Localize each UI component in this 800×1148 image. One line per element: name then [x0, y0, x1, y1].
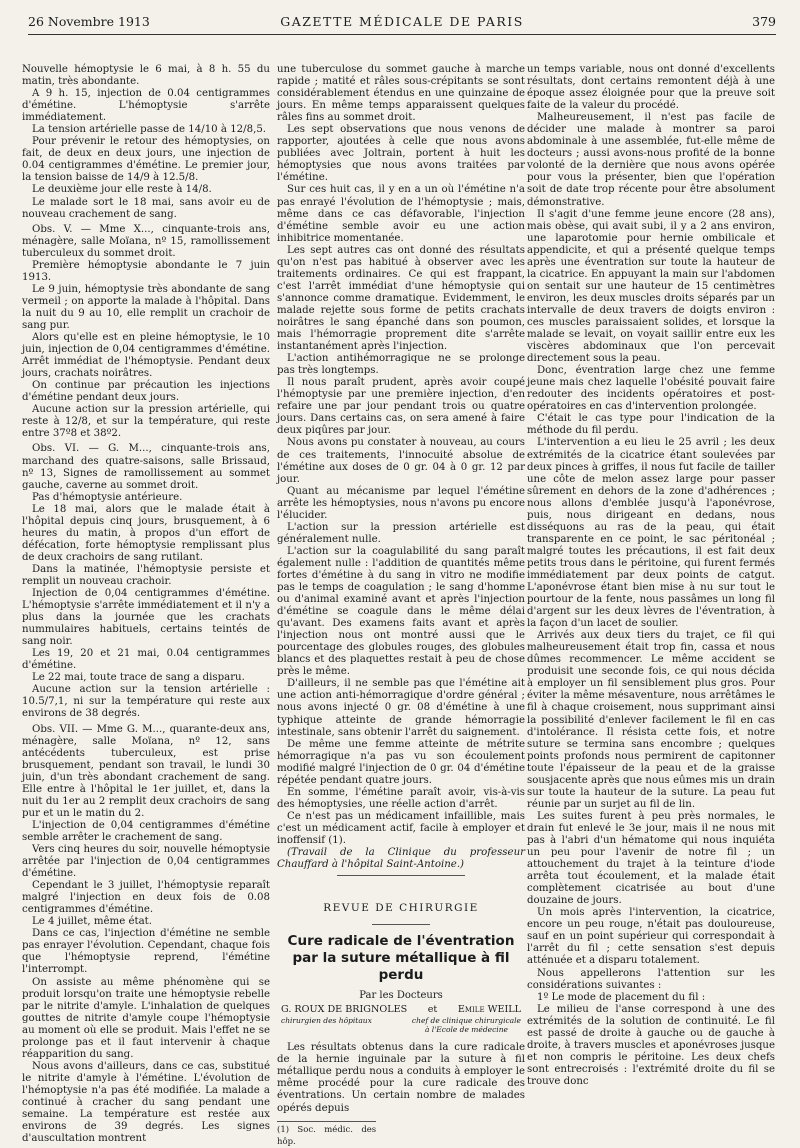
paragraph: A 9 h. 15, injection de 0.04 centigrammes d'émétine. L'hémoptysie s'arrête immédiatement. — [22, 88, 270, 124]
paragraph: Les suites furent à peu près normales, le drain fut enlevé le 3e jour, mais il ne nous mit pas à l'abri d'un hématome qui nous inquiéta un peu pour l'avenir de notre fil ; un attouchement du trajet à la teinture d'iode arrêta tout écoulement, et la malade était complètement cicatrisée au bout d'une douzaine de jours. — [527, 810, 775, 907]
paragraph: Quant au mécanisme par lequel l'émétine arrête les hémoptysies, nous n'avons pu encore l'élucider. — [277, 485, 525, 521]
paragraph: Pour prévenir le retour des hémoptysies, on fait, de deux en deux jours, une injection de 0.04 centigrammes d'émétine. Le premier jour, la tension baisse de 14/9 à 12.5/8. — [22, 136, 270, 184]
affiliation-line: à l'Ecole de médecine — [424, 1024, 508, 1034]
paragraph: Pas d'hémoptysie antérieure. — [32, 491, 183, 503]
paragraph: Première hémoptysie abondante le 7 juin 1913. — [22, 259, 270, 283]
affiliation-line: chef de clinique chirurgicale — [411, 1016, 521, 1026]
paragraph: L'action sur la coagulabilité du sang paraît également nulle : l'addition de quantités même fortes d'émétine à du sang in vitro ne modifie pas le temps de coagulation ; le sang d'homme ou d'animal examiné avant et après l'injection d'émétine se coagule dans le même délai qu'avant. Des examens faits avant et après l'injection nous ont montré aussi que le pourcentage des globules rouges, des globules blancs et des plaquettes restait à peu de chose près le même. — [277, 545, 525, 678]
paragraph: On continue par précaution les injections d'émétine pendant deux jours. — [22, 380, 270, 404]
paragraph: Donc, éventration large chez une femme jeune mais chez laquelle l'obésité pouvait faire redouter des incidents opératoires et post-opératoires en cas d'intervention prolongée. — [527, 365, 775, 413]
paragraph: D'ailleurs, il ne semble pas que l'émétine ait une action anti-hémorragique d'ordre général ; nous avons injecté 0 gr. 08 d'émétine à une typhique atteinte de grande hémorragie intestinale, sans obtenir l'arrêt du saignement. — [277, 678, 525, 738]
paragraph: De même une femme atteinte de métrite hémorragique n'a pas vu son écoulement modifié malgré l'injection de 0 gr. 04 d'émétine répétée pendant quatre jours. — [277, 738, 525, 786]
paragraph: Dans ce cas, l'injection d'émétine ne semble pas enrayer l'évolution. Cependant, chaque fois que l'hémoptysie reprend, l'émétine l'interrompt. — [22, 928, 270, 976]
paragraph: une tuberculose du sommet gauche à marche rapide ; matité et râles sous-crépitants se sont considérablement étendus en une quinzaine de jours. En même temps apparaissent quelques râles fins au sommet droit. — [277, 64, 525, 124]
paragraph: L'intervention a eu lieu le 25 avril ; les deux extrémités de la cicatrice étant soulevées par deux pinces à griffes, il nous fut facile de tailler une côte de melon assez large pour passer sûrement en dehors de la zone d'adhérences ; nous allons d'emblée jusqu'à l'aponévrose, puis, nous dirigeant en dedans, nous disséquons au ras de la peau, qui était transparente en ce point, le sac péritonéal ; malgré toutes les précautions, il est fait deux petits trous dans le péritoine, qui furent fermés immédiatement par deux points de catgut. L'aponévrose étant bien mise à nu sur tout le pourtour de la fente, nous passâmes un long fil d'argent sur les deux lèvres de l'éventration, à la façon d'un lacet de soulier. — [527, 437, 775, 630]
byline: Par les Docteurs — [359, 990, 443, 1002]
journal-title: GAZETTE MÉDICALE DE PARIS — [280, 14, 524, 29]
author-name: Emile WEILL — [457, 1004, 521, 1016]
paragraph: Aucune action sur la tension artérielle : 10.5/7,1, ni sur la température qui reste aux environs de 38 degrés. — [22, 684, 270, 720]
paragraph: Le deuxième jour elle reste à 14/8. — [32, 184, 212, 196]
paragraph: C'était le cas type pour l'indication de la méthode du fil perdu. — [527, 413, 775, 437]
paragraph: L'action sur la pression artérielle est généralement nulle. — [277, 521, 525, 545]
article-title-line: Cure radicale de l'éventration — [287, 933, 515, 950]
issue-date: 26 Novembre 1913 — [28, 14, 150, 29]
page-header — [28, 8, 776, 35]
observation-heading: Obs. VI. — G. M..., cinquante-trois ans, marchand des quatre-saisons, salle Brissaud, nº 13, Signes de ramollissement au sommet gauche, caverne au sommet droit. — [22, 443, 270, 491]
paragraph: Nous avons d'ailleurs, dans ce cas, substitué le nitrite d'amyle à l'émétine. L'évolution de l'hémoptysie n'a pas été modifiée. La malade a continué à cracher du sang pendant une semaine. La température est restée aux environs de 39 degrés. Les signes d'auscultation montrent — [22, 1060, 270, 1145]
paragraph: 1º Le mode de placement du fil : — [537, 991, 706, 1003]
observation-heading: Obs. V. — Mme X..., cinquante-trois ans, ménagère, salle Moïana, nº 15, ramollissement tuberculeux du sommet droit. — [22, 223, 270, 259]
paragraph: L'action antihémorragique ne se prolonge pas très longtemps. — [277, 353, 525, 377]
author-affiliations — [281, 1017, 521, 1034]
paragraph: Nous appellerons l'attention sur les considérations suivantes : — [527, 967, 775, 991]
paragraph: Les résultats obtenus dans la cure radicale de la hernie inguinale par la suture à fil métallique perdu nous a conduits à employer le même procédé pour la cure radicale des éventrations. Un certain nombre de malades opérés depuis — [277, 1042, 525, 1114]
affiliation-note: (Travail de la Clinique du professeur Chauffard à l'hôpital Saint-Antoine.) — [277, 847, 525, 871]
paragraph: Le 9 juin, hémoptysie très abondante de sang vermeil ; on apporte la malade à l'hôpital. Dans la nuit du 9 au 10, elle remplit un crachoir de sang pur. — [22, 283, 270, 331]
paragraph: Injection de 0,04 centigrammes d'émétine. L'hémoptysie s'arrête immédiatement et il n'y a plus dans la journée que les crachats nummulaires habituels, certains teintés de sang noir. — [22, 588, 270, 648]
page-number: 379 — [752, 14, 776, 29]
paragraph: Le malade sort le 18 mai, sans avoir eu de nouveau crachement de sang. — [22, 196, 270, 220]
author-name: G. ROUX DE BRIGNOLES — [281, 1004, 408, 1016]
paragraph: On assiste au même phénomène qui se produit lorsqu'on traite une hémoptysie rebelle par le nitrite d'amyle. L'inhalation de quelques gouttes de nitrite d'amyle coupe l'hémoptysie au moment où elle se produit. Mais l'effet ne se prolonge pas et il faut intervenir à chaque réapparition du sang. — [22, 976, 270, 1060]
column-2 — [277, 64, 525, 1147]
author-conjunction: et — [427, 1004, 438, 1016]
paragraph: Malheureusement, il n'est pas facile de décider une malade à montrer sa paroi abdominale à une assemblée, fut-elle même de docteurs ; aussi avons-nous profité de la bonne volonté de la dernière que nous avons opérée pour vous la présenter, bien que l'opération soit de date trop récente pour être absolument démonstrative. — [527, 112, 775, 208]
paragraph: Le 18 mai, alors que le malade était à l'hôpital depuis cinq jours, brusquement, à 6 heures du matin, à propos d'un effort de défécation, forte hémoptysie remplissant plus de deux crachoirs de sang rutilant. — [22, 503, 270, 563]
paragraph: Les 19, 20 et 21 mai, 0.04 centigrammes d'émétine. — [22, 648, 270, 672]
paragraph: L'injection de 0,04 centigrammes d'émétine semble arrêter le crachement de sang. — [22, 819, 270, 843]
affiliation — [412, 1017, 521, 1034]
paragraph: un temps variable, nous ont donné d'excellents résultats, dont certains remontent déjà à une époque assez éloignée pour que la preuve soit faite de la valeur du procédé. — [527, 64, 775, 112]
section-title: REVUE DE CHIRURGIE — [323, 902, 479, 915]
paragraph: Les sept observations que nous venons de rapporter, ajoutées à celle que nous avons publiées avec Joltrain, portent à huit les hémoptysies que nous avons traitées par l'émétine. — [277, 124, 525, 184]
paragraph: Vers cinq heures du soir, nouvelle hémoptysie arrêtée par l'injection de 0,04 centigrammes d'émétine. — [22, 844, 270, 880]
paragraph: Alors qu'elle est en pleine hémoptysie, le 10 juin, injection de 0,04 centigrammes d'émétine. Arrêt immédiat de l'hémoptysie. Pendant deux jours, crachats noirâtres. — [22, 332, 270, 380]
divider — [372, 924, 430, 925]
paragraph: Aucune action sur la pression artérielle, qui reste à 12/8, et sur la température, qui reste entre 37º8 et 38º2. — [22, 404, 270, 440]
paragraph: Arrivés aux deux tiers du trajet, ce fil qui malheureusement était trop fin, cassa et nous dûmes recommencer. Le même accident se produisit une seconde fois, ce qui nous décida à employer un fil sensiblement plus gros. Pour éviter la même mésaventure, nous arrêtâmes le fil à chaque croisement, nous supprimant ainsi la possibilité d'enlever facilement le fil en cas d'intolérance. Il résista cette fois, et notre suture se termina sans encombre ; quelques points profonds nous permirent de capitonner toute l'épaisseur de la peau et de la graisse sousjacente après que nous eûmes mis un drain sur toute la hauteur de la suture. La peau fut réunie par un surjet au fil de lin. — [527, 630, 775, 810]
paragraph: Un mois après l'intervention, la cicatrice, encore un peu rouge, n'était pas douloureuse, sauf en un point supérieur qui correspondait à l'arrêt du fil ; cette sensation s'est depuis atténuée et a disparu totalement. — [527, 907, 775, 967]
paragraph: Nous avons pu constater à nouveau, au cours de ces traitements, l'innocuité absolue de l'émétine aux doses de 0 gr. 04 à 0 gr. 12 par jour. — [277, 437, 525, 485]
paragraph: La tension artérielle passe de 14/10 à 12/8,5. — [32, 124, 267, 136]
footnote: (1) Soc. médic. des hôp. — [277, 1121, 376, 1148]
paragraph: Le milieu de l'anse correspond à une des extrémités de la solution de continuité. Le fil est passé de droite à gauche ou de gauche à droite, à travers muscles et aponévroses jusque et non compris le péritoine. Les deux chefs sont entrecroisés : l'extrémité droite du fil se trouve donc — [527, 1003, 775, 1087]
paragraph: Sur ces huit cas, il y en a un où l'émétine n'a pas enrayé l'évolution de l'hémoptysie ; mais, même dans ce cas défavorable, l'injection d'émétine semble avoir eu une action inhibitrice momentanée. — [277, 184, 525, 244]
paragraph: Il s'agit d'une femme jeune encore (28 ans), mais obèse, qui avait subi, il y a 2 ans environ, une laparotomie pour hernie ombilicale et appendicite, et qui a présenté quelque temps après une éventration sur toute la hauteur de la cicatrice. En appuyant la main sur l'abdomen on sentait sur une hauteur de 15 centimètres environ, les deux muscles droits séparés par un intervalle de deux travers de doigts environ : ces muscles paraissaient solides, et lorsque la malade se levait, on voyait saillir entre eux les viscères abdominaux que l'on percevait directement sous la peau. — [527, 208, 775, 365]
paragraph: Ce n'est pas un médicament infaillible, mais c'est un médicament actif, facile à employer et inoffensif (1). — [277, 810, 525, 846]
paragraph: Le 22 mai, toute trace de sang a disparu. — [32, 672, 245, 684]
paragraph: Dans la matinée, l'hémoptysie persiste et remplit un nouveau crachoir. — [22, 563, 270, 587]
article-title — [277, 933, 525, 984]
divider — [337, 875, 465, 876]
observation-heading: Obs. VII. — Mme G. M..., quarante-deux ans, ménagère, salle Moïana, nº 12, sans antécédents tuberculeux, est prise brusquement, pendant son travail, le lundi 30 juin, d'un très abondant crachement de sang. Elle entre à l'hôpital le 1er juillet, et, dans la nuit du 1er au 2 remplit deux crachoirs de sang pur et un le matin du 2. — [22, 723, 270, 819]
paragraph: Nouvelle hémoptysie le 6 mai, à 8 h. 55 du matin, très abondante. — [22, 64, 270, 88]
paragraph: Le 4 juillet, même état. — [32, 916, 152, 928]
paragraph: Il nous paraît prudent, après avoir coupé l'hémoptysie par une première injection, d'en refaire une par jour pendant trois ou quatre jours. Dans certains cas, on sera amené à faire deux piqûres par jour. — [277, 377, 525, 437]
paragraph: Cependant le 3 juillet, l'hémoptysie reparaît malgré l'injection en deux fois de 0.08 centigrammes d'émétine. — [22, 880, 270, 916]
paragraph: Les sept autres cas ont donné des résultats qu'on n'est pas habitué à observer avec les traitements ordinaires. Ce qui est frappant, c'est l'arrêt immédiat d'une hémoptysie qui s'annonce comme dramatique. Evidemment, le malade rejette sous forme de petits crachats noirâtres le sang épanché dans son poumon, mais l'hémorragie proprement dite s'arrête instantanément après l'injection. — [277, 244, 525, 353]
column-1 — [22, 64, 270, 1145]
paragraph: En somme, l'émétine paraît avoir, vis-à-vis des hémoptysies, une réelle action d'arrêt. — [277, 786, 525, 810]
authors — [281, 1004, 521, 1016]
affiliation: chirurgien des hôpitaux — [281, 1016, 372, 1026]
article-title-line: par la suture métallique à fil perdu — [292, 950, 510, 984]
column-3 — [527, 64, 775, 1140]
